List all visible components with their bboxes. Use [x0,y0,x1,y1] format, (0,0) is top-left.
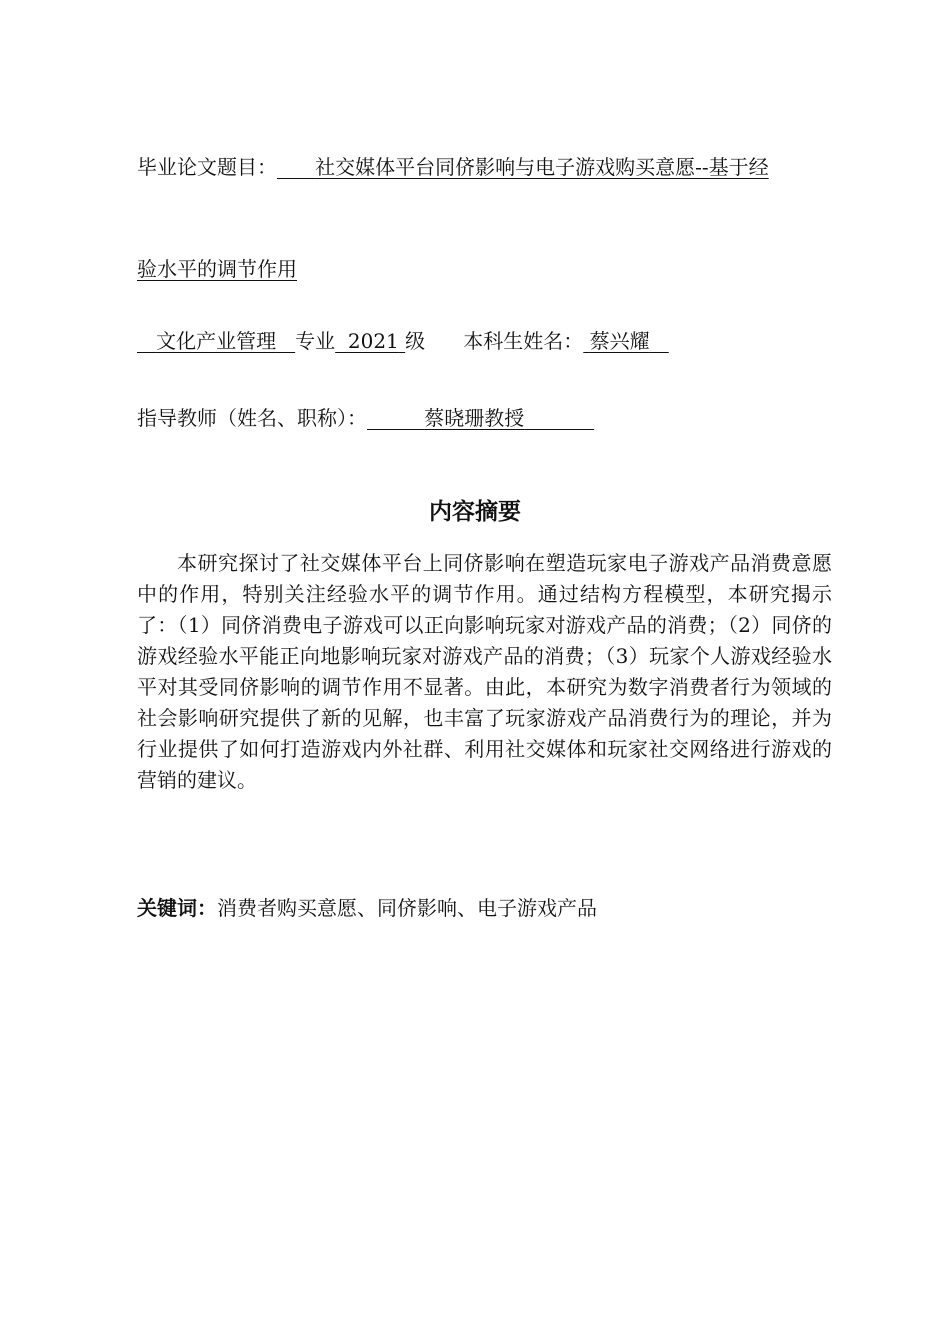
thesis-title-label: 毕业论文题目： [137,155,277,179]
thesis-title-row [137,153,769,181]
advisor-row [137,404,594,432]
advisor-label: 指导教师（姓名、职称）： [137,406,367,430]
abstract-heading: 内容摘要 [429,499,521,525]
student-name-field: 蔡兴耀 [589,329,650,353]
major-field: 文化产业管理 [156,329,277,353]
year-label: 级 [405,329,426,353]
student-info-row [137,327,669,355]
year-field: 2021 [347,329,399,353]
thesis-title-line2: 验水平的调节作用 [137,257,297,281]
advisor-name-field: 蔡晓珊教授 [424,406,525,430]
student-name-label: 本科生姓名： [463,329,584,353]
major-label: 专业 [295,329,336,353]
keywords-value: 消费者购买意愿、同侪影响、电子游戏产品 [217,896,597,920]
keywords-label: 关键词： [137,896,217,920]
thesis-title-line1: 社交媒体平台同侪影响与电子游戏购买意愿--基于经 [315,155,769,179]
keywords-row [137,894,597,922]
abstract-body: 本研究探讨了社交媒体平台上同侪影响在塑造玩家电子游戏产品消费意愿中的作用，特别关注经验水平的调节作用。通过结构方程模型，本研究揭示了：（1）同侪消费电子游戏可以正向影响玩家对游戏产品的消费；（2）同侪的游戏经验水平能正向地影响玩家对游戏产品的消费；（3）玩家个人游戏经验水平对其受同侪影响的调节作用不显著。由此，本研究为数字消费者行为领域的社会影响研究提供了新的见解，也丰富了玩家游戏产品消费行为的理论，并为行业提供了如何打造游戏内外社群、利用社交媒体和玩家社交网络进行游戏的营销的建议。 [137,551,832,792]
